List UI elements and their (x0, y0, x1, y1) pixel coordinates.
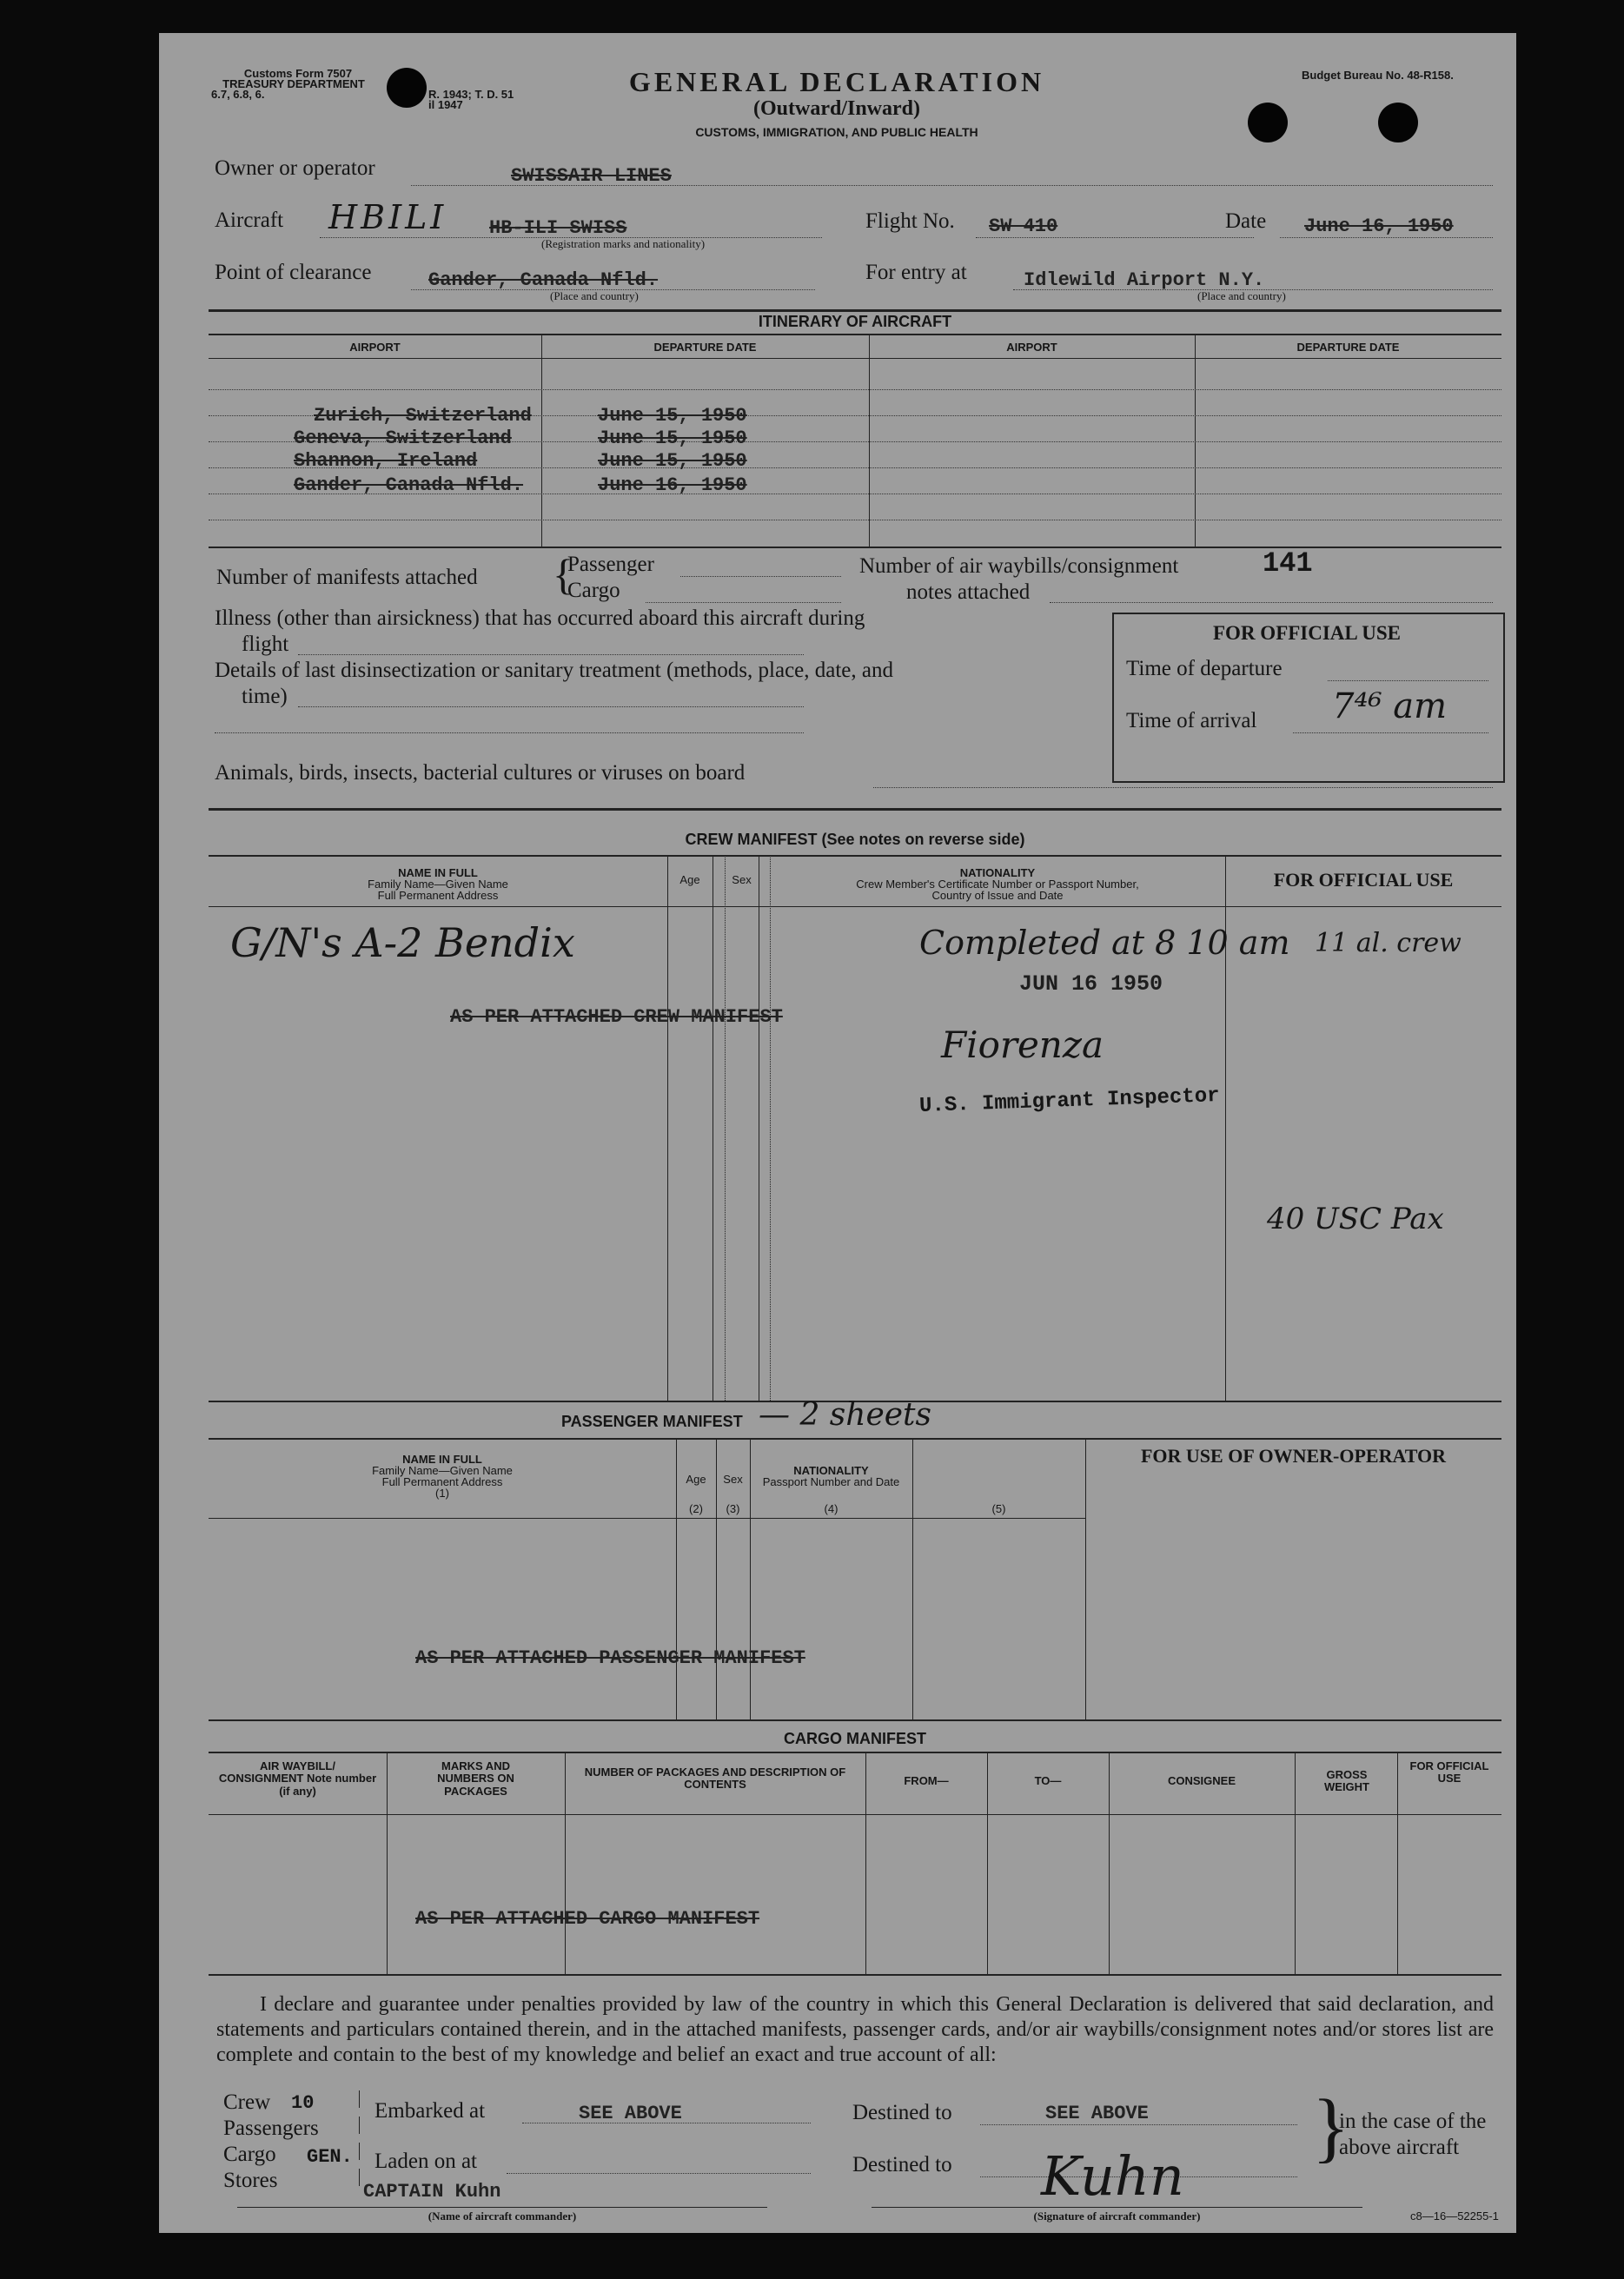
punch-hole (387, 68, 427, 108)
disinsect-label: Details of last disinsectization or sanitary treatment (methods, place, date, and (215, 659, 893, 682)
cargo-col-waybill: AIR WAYBILL/ CONSIGNMENT Note number (if any) (218, 1759, 377, 1798)
form-number: Customs Form 7507 (243, 67, 353, 80)
crew-col-official: FOR OFFICIAL USE (1273, 869, 1454, 891)
departure-label: Time of departure (1126, 657, 1283, 680)
pax-col-5: (5) (991, 1502, 1006, 1515)
commander-signature: Kuhn (1041, 2144, 1184, 2208)
pax-col-nationality: (4) (824, 1502, 839, 1515)
itinerary-airport: Shannon, Ireland (294, 450, 478, 472)
clearance-note: (Place and country) (550, 289, 639, 302)
date-value: June 16, 1950 (1304, 215, 1454, 237)
cargo-col-packages: NUMBER OF PACKAGES AND DESCRIPTION OF CONTENTS (584, 1766, 846, 1792)
commander-name: CAPTAIN Kuhn (363, 2181, 501, 2203)
embarked-label: Embarked at (375, 2099, 486, 2123)
case-note: above aircraft (1339, 2136, 1460, 2159)
passenger-label: Passenger (567, 553, 654, 576)
animals-label: Animals, birds, insects, bacterial cultures or viruses on board (215, 761, 746, 785)
crew-typed: AS PER ATTACHED CREW MANIFEST (450, 1006, 783, 1028)
declaration-text: I declare and guarantee under penalties provided by law of the country in which this General Declaration is delivered that said declaration, and statements and particulars contained therein, and in the attached manifests, passenger cards, and/or air waybills/consignment notes and/or stores list are complete and contain to the best of my knowledge and belief an exact and true account of all: (216, 1993, 1494, 2066)
reg-line: R. 1943; T. D. 51 (428, 88, 514, 101)
itinerary-header: AIRPORT (1006, 341, 1057, 354)
illness-label: flight (242, 633, 289, 656)
cargo-col-weight: GROSS WEIGHT (1324, 1768, 1369, 1794)
illness-label: Illness (other than airsickness) that has occurred aboard this aircraft during (215, 606, 865, 630)
destined-label: Destined to (852, 2101, 952, 2124)
crew-col-nationality: Crew Member's Certificate Number or Passport Number, (856, 878, 1139, 891)
declaration-form-sheet: Customs Form 7507 TREASURY DEPARTMENT 6.7, 6.8, 6. R. 1943; T. D. 51 il 1947 GENERAL DECLARATION (Outward/Inward) CUSTOMS, IMMIGRATION, AND PUBLIC HEALTH Budget Bureau No. 48-R158. Owner or operator SWISSAIR LINES Aircraft HBILI HB-ILI SWISS (Registration marks and nationality) Flight No. SW 410 Date June 16, 1950 Point of clearance Gander, Canada Nfld. (Place and country) For entry at Idlewild Airport N.Y. (Place and country) ITINERARY OF AIRCRAFT AIRPORT DEPARTURE DATE AIRPORT DEPARTURE DATE Zurich, Switzerland June 15, 1950 Geneva, Switzerland June 15, 1950 Shannon, Ireland June 15, 1950 Gander, Canada Nfld. June 16, 1950 Number of manifests attached { Passenger Cargo Number of air waybills/consignment notes attached 141 Illness (other than airsickness) that has occurred aboard this aircraft during flight Details of last disinsectization or sanitary treatment (methods, place, date, and time) Animals, birds, insects, bacterial cultures or viruses on board FOR OFFICIAL USE Time of departure Time of arrival 7⁴⁶ am CREW MANIFEST (See notes on reverse side) NAME IN FULL Family Name—Given Name Full Permanent Address Age Sex NATIONALITY Crew Member's Certificate Number or Passport Number, Country of Issue and Date FOR OFFICIAL USE G/N's A-2 Bendix AS PER ATTACHED CREW MANIFEST Completed at 8 10 am 11 al. crew JUN 16 1950 Fiorenza U.S. Immigrant Inspector 40 USC Pax PASSENGER MANIFEST — 2 sheets NAME IN FULL Family Name—Given Name Full Permanent Address (1) Age (2) Sex (3) NATIONALITY Passport Number and Date (4) (5) FOR USE OF OWNER-OPERATOR AS PER ATTACHED PASSENGER MANIFEST CARGO MANIFEST AIR WAYBILL/ CONSIGNMENT Note number (if any) MARKS AND NUMBERS ON PACKAGES NUMBER OF PACKAGES AND DESCRIPTION OF CONTENTS FROM— TO— CONSIGNEE GROSS WEIGHT FOR OFFICIAL USE AS PER ATTACHED CARGO MANIFEST I declare and guarantee under penalties provided by law of the country in which this General Declaration is delivered that said declaration, and statements and particulars contained therein, and in the attached manifests, passenger cards, and/or air waybills/consignment notes and/or stores list are complete and contain to the best of my knowledge and belief an exact and true account of all: Crew 10 Passengers Cargo GEN. Stores Embarked at SEE ABOVE Laden on at Destined to SEE ABOVE Destined to } in the case of the above aircraft CAPTAIN Kuhn (Name of aircraft commander) Kuhn (Signature of aircraft commander) c8—16—52255-1 (159, 33, 1516, 2233)
aircraft-handwritten: HBILI (328, 198, 447, 236)
pax-col-name: NAME IN FULL (402, 1453, 482, 1466)
cargo-col-to: TO— (1034, 1774, 1062, 1787)
cargo-typed: AS PER ATTACHED CARGO MANIFEST (415, 1908, 760, 1930)
flight-value: SW 410 (989, 215, 1058, 237)
embarked-value: SEE ABOVE (579, 2103, 682, 2124)
itinerary-header: AIRPORT (349, 341, 401, 354)
pax-col-name: Family Name—Given Name (372, 1464, 513, 1477)
clearance-value: Gander, Canada Nfld. (428, 269, 659, 291)
owner-value: SWISSAIR LINES (511, 165, 672, 187)
cargo-label: Cargo (567, 579, 620, 602)
itinerary-date: June 15, 1950 (598, 450, 747, 472)
waybills-label: Number of air waybills/consignment (859, 554, 1179, 578)
cargo-col-from: FROM— (904, 1774, 949, 1787)
aircraft-note: (Registration marks and nationality) (541, 237, 706, 250)
crew-col-age: Age (679, 873, 700, 886)
inspector-signature: Fiorenza (941, 1024, 1104, 1066)
arrival-label: Time of arrival (1126, 709, 1257, 732)
crew-col-name: NAME IN FULL (398, 866, 478, 879)
punch-hole (1248, 103, 1288, 142)
inspector-title: U.S. Immigrant Inspector (918, 1083, 1221, 1119)
page-subtitle: (Outward/Inward) (752, 97, 920, 120)
print-code: c8—16—52255-1 (1410, 2209, 1499, 2223)
agencies: CUSTOMS, IMMIGRATION, AND PUBLIC HEALTH (695, 125, 978, 139)
itinerary-airport: Zurich, Switzerland (314, 405, 532, 427)
cargo-col-consignee: CONSIGNEE (1167, 1774, 1236, 1787)
entry-label: For entry at (865, 261, 967, 284)
punch-hole (1378, 103, 1418, 142)
crew-col-name: Family Name—Given Name (368, 878, 508, 891)
reg-line: 6.7, 6.8, 6. (211, 88, 265, 101)
itinerary-title: ITINERARY OF AIRCRAFT (758, 313, 952, 330)
pax-col-name: (1) (435, 1487, 449, 1500)
clearance-label: Point of clearance (215, 261, 372, 284)
pax-typed: AS PER ATTACHED PASSENGER MANIFEST (415, 1647, 805, 1669)
itinerary-header: DEPARTURE DATE (1296, 341, 1400, 354)
pax-col-sex: (3) (726, 1502, 740, 1515)
crew-manifest-title: CREW MANIFEST (See notes on reverse side) (685, 831, 1025, 848)
passenger-hand-note: — 2 sheets (759, 1397, 932, 1433)
page-title: GENERAL DECLARATION (628, 66, 1045, 97)
crew-col-name: Full Permanent Address (377, 889, 499, 902)
reg-line: il 1947 (428, 98, 463, 111)
cargo-manifest-title: CARGO MANIFEST (784, 1730, 926, 1747)
itinerary-date: June 15, 1950 (598, 427, 747, 449)
commander-note: (Name of aircraft commander) (428, 2209, 577, 2223)
department: TREASURY DEPARTMENT (222, 77, 365, 90)
official-use-title: FOR OFFICIAL USE (1213, 622, 1401, 644)
pax-col-name: Full Permanent Address (381, 1475, 503, 1488)
waybills-value: 141 (1263, 547, 1313, 580)
crew-col-nationality: Country of Issue and Date (931, 889, 1064, 902)
stores-label: Stores (223, 2169, 278, 2192)
disinsect-label: time) (242, 685, 288, 708)
pax-col-nationality: Passport Number and Date (762, 1475, 900, 1488)
itinerary-airport: Gander, Canada Nfld. (294, 474, 524, 496)
entry-value: Idlewild Airport N.Y. (1024, 269, 1265, 291)
case-note: in the case of the (1339, 2110, 1487, 2133)
pax-col-age: (2) (689, 1502, 703, 1515)
destined-value: SEE ABOVE (1045, 2103, 1149, 2124)
waybills-label: notes attached (906, 580, 1031, 604)
itinerary-date: June 16, 1950 (598, 474, 747, 496)
aircraft-label: Aircraft (215, 209, 284, 232)
crew-count-note: 11 al. crew (1315, 928, 1462, 958)
cargo-col-marks: MARKS AND NUMBERS ON PACKAGES (437, 1759, 514, 1798)
arrival-handwritten: 7⁴⁶ am (1332, 686, 1448, 726)
date-label: Date (1225, 209, 1267, 233)
flight-label: Flight No. (865, 209, 955, 233)
gen-value: GEN. (307, 2146, 353, 2168)
pax-col-sex: Sex (723, 1473, 743, 1486)
budget-bureau: Budget Bureau No. 48-R158. (1302, 69, 1454, 82)
itinerary-airport: Geneva, Switzerland (294, 427, 512, 449)
pax-col-owner: FOR USE OF OWNER-OPERATOR (1140, 1445, 1446, 1467)
crew-handwritten-note: G/N's A-2 Bendix (230, 919, 575, 966)
laden-label: Laden on at (375, 2150, 478, 2173)
signature-note: (Signature of aircraft commander) (1033, 2209, 1201, 2223)
completed-note: Completed at 8 10 am (919, 924, 1290, 962)
itinerary-date: June 15, 1950 (598, 405, 747, 427)
itinerary-header: DEPARTURE DATE (653, 341, 757, 354)
crew-col-sex: Sex (732, 873, 752, 886)
crew-count: 10 (291, 2092, 315, 2114)
pax-col-nationality: NATIONALITY (793, 1464, 869, 1477)
stamp-date: JUN 16 1950 (1019, 971, 1163, 997)
entry-note: (Place and country) (1197, 289, 1286, 302)
crew-label: Crew (223, 2090, 271, 2114)
manifests-label: Number of manifests attached (216, 566, 478, 589)
passenger-manifest-title: PASSENGER MANIFEST (561, 1413, 743, 1430)
owner-label: Owner or operator (215, 156, 375, 180)
passengers-label: Passengers (223, 2117, 319, 2140)
pax-note: 40 USC Pax (1267, 1202, 1444, 1236)
crew-col-nationality: NATIONALITY (959, 866, 1036, 879)
pax-col-age: Age (686, 1473, 706, 1486)
destined-label: Destined to (852, 2153, 952, 2176)
aircraft-value: HB-ILI SWISS (489, 217, 627, 239)
cargo-col-official: FOR OFFICIAL USE (1409, 1759, 1489, 1785)
cargo-decl-label: Cargo (223, 2143, 276, 2166)
